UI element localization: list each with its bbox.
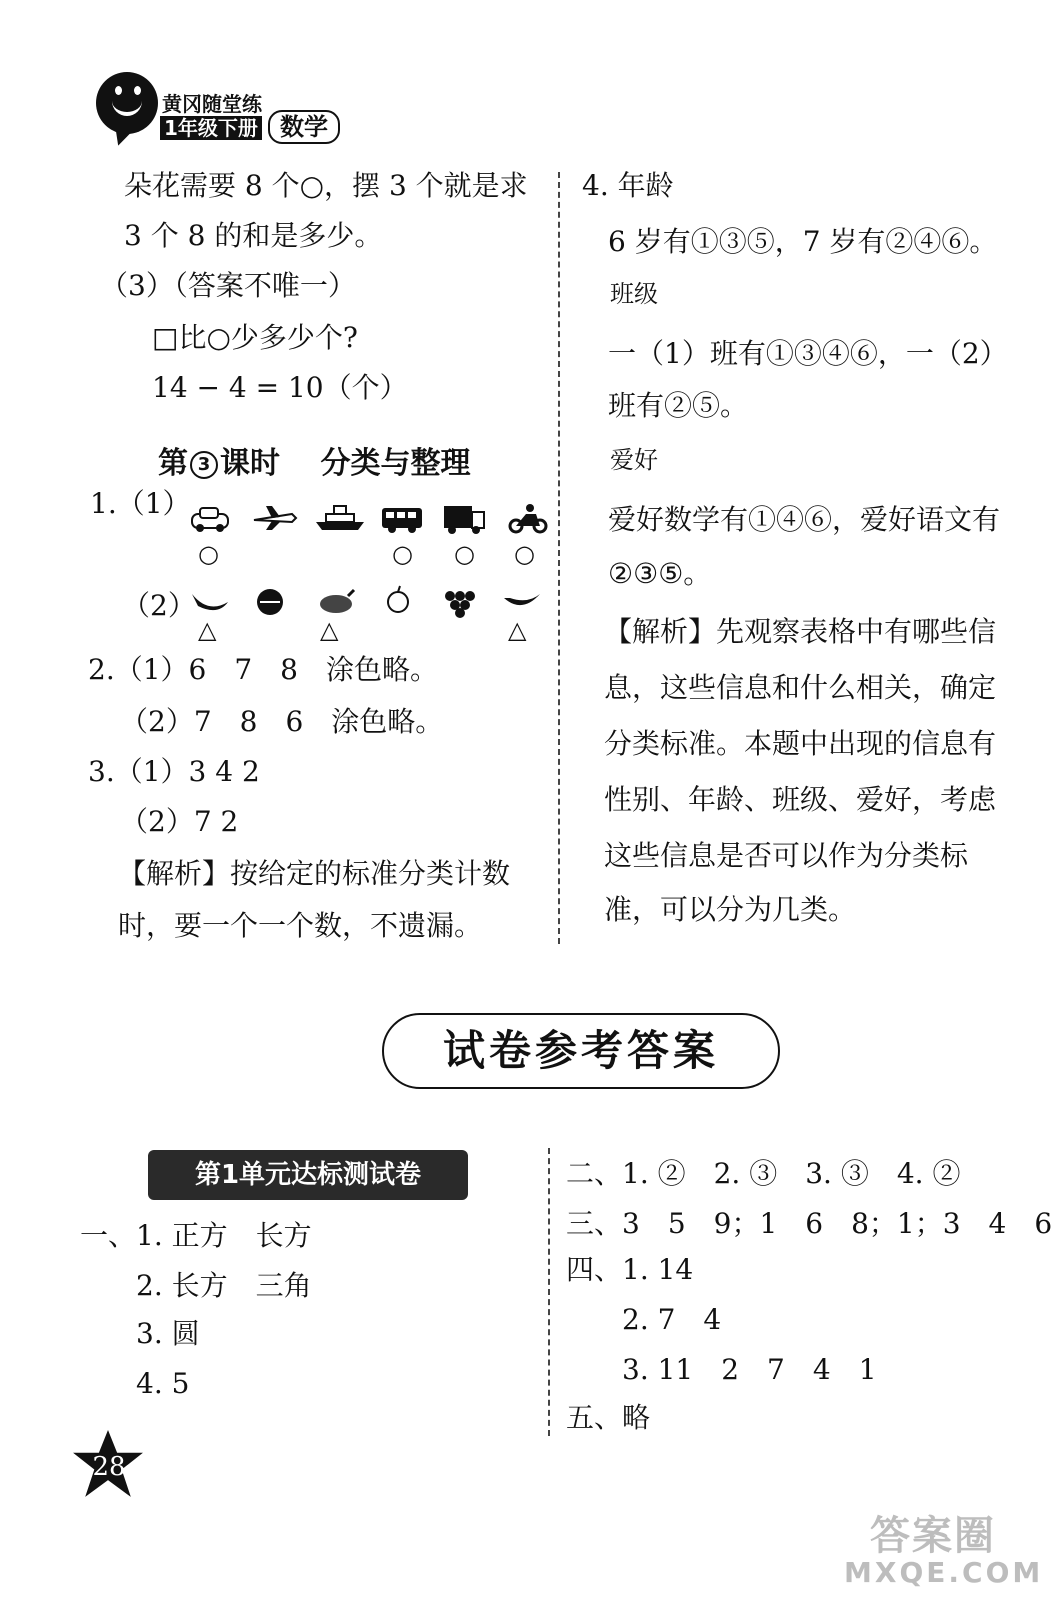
text-line: 14 − 4 = 10（个） <box>152 371 408 404</box>
q1-label-1: 1.（1） <box>90 487 191 520</box>
text-line: □比○少多少个? <box>152 321 358 354</box>
text-line: 一、1. 正方 长方 <box>80 1219 312 1252</box>
text-line: 五、略 <box>566 1401 651 1434</box>
text-line: 2. 长方 三角 <box>136 1269 312 1302</box>
airplane-icon <box>254 506 296 530</box>
q1-row1-mark: ○ <box>514 540 535 568</box>
column-divider-bottom <box>548 1148 550 1436</box>
column-divider-top <box>558 172 560 944</box>
analysis-line: 性别、年龄、班级、爱好，考虑 <box>604 783 997 816</box>
apple-icon <box>388 586 408 612</box>
text-line: 班有②⑤。 <box>608 389 749 422</box>
pepper-icon <box>504 594 540 605</box>
text-line: 朵花需要 8 个○，摆 3 个就是求 <box>124 169 528 202</box>
header-series: 黄冈随堂练 <box>162 92 262 116</box>
text-line: 一（1）班有①③④⑥，一（2） <box>608 337 1008 370</box>
text-line: 2. 7 4 <box>622 1303 722 1336</box>
text-line: （2）7 2 <box>120 805 239 838</box>
lesson-heading <box>158 438 470 482</box>
analysis-line: 时，要一个一个数，不遗漏。 <box>118 909 483 942</box>
text-line: （3）（答案不唯一） <box>100 269 356 302</box>
analysis-line: 这些信息是否可以作为分类标 <box>604 839 969 872</box>
watermelon-icon <box>257 589 283 615</box>
header-subject: 数学 <box>268 110 340 144</box>
truck-icon <box>444 506 484 534</box>
text-line: 3 个 8 的和是多少。 <box>124 219 383 252</box>
text-line: 3. 圆 <box>136 1317 200 1350</box>
lesson-name: 分类与整理 <box>320 446 471 481</box>
eggplant-icon <box>320 590 354 613</box>
text-line: 爱好 <box>610 446 658 474</box>
analysis-line: 分类标准。本题中出现的信息有 <box>604 727 997 760</box>
text-line: 爱好数学有①④⑥，爱好语文有 <box>608 503 1001 536</box>
lesson-prefix: 第 <box>158 446 188 481</box>
q1-row1-mark: ○ <box>454 540 475 568</box>
analysis-line: 【解析】先观察表格中有哪些信 <box>604 615 997 648</box>
analysis-line: 准，可以分为几类。 <box>604 893 857 926</box>
q1-row2-icons <box>188 584 548 620</box>
text-line: 3.（1）3 4 2 <box>88 755 260 788</box>
q1-row1-mark: ○ <box>198 540 219 568</box>
text-line: 6 岁有①③⑤，7 岁有②④⑥。 <box>608 225 998 258</box>
motorcycle-icon <box>510 504 546 532</box>
section-title: 试卷参考答案 <box>382 1013 780 1089</box>
watermark-brand: 答案圈 <box>870 1513 996 1559</box>
q1-row1-mark: ○ <box>392 540 413 568</box>
text-line: 4. 5 <box>136 1367 190 1400</box>
header-grade: 1年级下册 <box>160 116 262 140</box>
text-line: 4. 年龄 <box>582 169 674 202</box>
q1-row2-mark: △ <box>508 616 527 644</box>
unit-title: 第1单元达标测试卷 <box>148 1150 468 1200</box>
q1-row2-mark: △ <box>320 616 339 644</box>
q1-label-2: （2） <box>122 589 196 622</box>
bus-icon <box>382 508 422 533</box>
q1-row2-mark: △ <box>198 616 217 644</box>
text-line: 班级 <box>610 280 658 308</box>
analysis-line: 【解析】按给定的标准分类计数 <box>118 857 511 890</box>
grapes-icon <box>445 591 475 618</box>
eggplant-icon <box>192 594 228 610</box>
car-icon <box>192 508 228 532</box>
analysis-line: 息，这些信息和什么相关，确定 <box>604 671 997 704</box>
text-line: ②③⑤。 <box>608 557 712 590</box>
lesson-number: 3 <box>190 451 218 479</box>
text-line: 3. 11 2 7 4 1 <box>622 1353 877 1386</box>
watermark-url: MXQE.COM <box>844 1556 1044 1589</box>
text-line: 二、1. ② 2. ③ 3. ③ 4. ② <box>566 1157 961 1190</box>
q1-row1-icons <box>188 500 548 572</box>
page-number: 28 <box>92 1452 126 1482</box>
text-line: 2.（1）6 7 8 涂色略。 <box>88 653 438 686</box>
text-line: （2）7 8 6 涂色略。 <box>120 705 444 738</box>
text-line: 四、1. 14 <box>566 1253 694 1286</box>
ship-icon <box>316 506 364 530</box>
lesson-suffix: 课时 <box>220 446 280 481</box>
text-line: 三、3 5 9；1 6 8；1；3 4 6 <box>566 1207 1053 1240</box>
